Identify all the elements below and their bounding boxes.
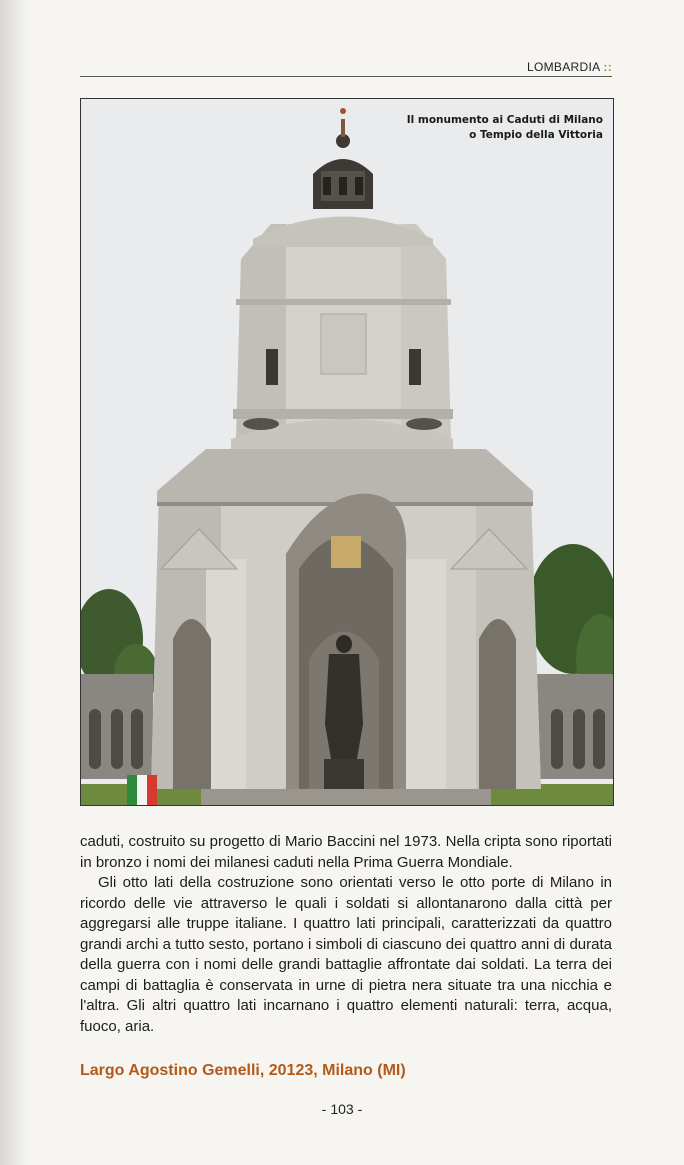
- caption-line-1: Il monumento ai Caduti di Milano: [406, 114, 603, 126]
- section-name: LOMBARDIA: [527, 60, 601, 74]
- temple-illustration: [81, 99, 613, 805]
- section-dots: ::: [603, 60, 612, 74]
- monument-photo: [80, 98, 614, 806]
- section-title: [527, 60, 612, 74]
- caption-line-2: o Tempio della Vittoria: [469, 129, 603, 141]
- page-number: - 103 -: [321, 1101, 363, 1117]
- location-address: Largo Agostino Gemelli, 20123, Milano (MI): [80, 1062, 406, 1079]
- photo-caption: [407, 113, 603, 143]
- paragraph-1: caduti, costruito su progetto di Mario Baccini nel 1973. Nella cripta sono riportati in bronzo i nomi dei milanesi caduti nella Prima Guerra Mondiale.: [80, 833, 612, 871]
- paragraph-2: Gli otto lati della costruzione sono orientati verso le otto porte di Milano in ricordo delle vie attraverso le quali i soldati si allontanarono dalla città per aggregarsi alle truppe italiane. I quattro lati principali, caratterizzati da quattro grandi archi a tutto sesto, portano i simboli di ciascuno dei quattro anni di durata della guerra con i nomi delle grandi battaglie affrontate dai soldati. La terra dei campi di battaglia è conservata in urne di pietra nera situate tra una nicchia e l'altra. Gli altri quattro lati incarnano i quattro elementi naturali: terra, acqua, fuoco, aria.: [80, 874, 612, 1035]
- page-binding-shadow: [0, 0, 30, 1165]
- article-body: [80, 832, 612, 1037]
- running-header: [80, 58, 612, 77]
